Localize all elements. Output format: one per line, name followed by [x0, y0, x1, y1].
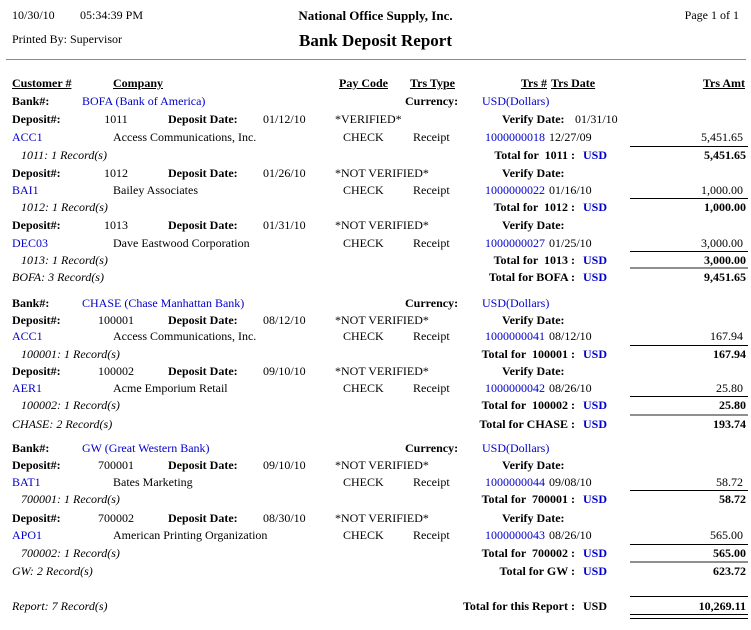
verify-status: *VERIFIED*: [335, 112, 402, 126]
deposit-header-row: [0, 313, 751, 329]
customer-code-link[interactable]: ACC1: [12, 329, 43, 343]
deposit-total-label: Total for 100001 :: [481, 347, 575, 361]
report-total-double-rule: [630, 614, 748, 619]
customer-company: Bates Marketing: [113, 475, 193, 489]
verify-status: *NOT VERIFIED*: [335, 313, 429, 327]
bank-record-count: BOFA: 3 Record(s): [12, 270, 104, 284]
customer-company: Acme Emporium Retail: [113, 381, 228, 395]
pay-code: CHECK: [343, 475, 384, 489]
customer-code-link[interactable]: APO1: [12, 528, 43, 542]
total-currency-code[interactable]: USD: [583, 546, 608, 560]
deposit-number: 1011: [104, 112, 128, 126]
trs-type: Receipt: [413, 130, 450, 144]
bank-total-rule: [630, 561, 748, 563]
transaction-row: [0, 475, 751, 491]
verify-status: *NOT VERIFIED*: [335, 218, 429, 232]
deposit-header-row: [0, 511, 751, 527]
bank-number-label: Bank#:: [12, 441, 50, 455]
col-trs-type: Trs Type: [410, 76, 456, 90]
verify-date-label: Verify Date:: [502, 166, 565, 180]
bank-total-amount: 193.74: [713, 417, 746, 431]
deposit-number-label: Deposit#:: [12, 166, 61, 180]
deposit-total-label: Total for 700002 :: [481, 546, 575, 560]
total-currency-code[interactable]: USD: [583, 270, 608, 284]
deposit-total-label: Total for 1013 :: [493, 253, 575, 267]
deposit-total-amount: 1,000.00: [704, 200, 746, 214]
transaction-row: [0, 183, 751, 199]
bank-record-count: CHASE: 2 Record(s): [12, 417, 113, 431]
deposit-date-label: Deposit Date:: [168, 364, 238, 378]
transaction-row: [0, 381, 751, 397]
deposit-number-label: Deposit#:: [12, 218, 61, 232]
trs-date: 12/27/09: [549, 130, 592, 144]
transaction-row: [0, 130, 751, 146]
deposit-total-amount: 25.80: [719, 398, 746, 412]
deposit-total-amount: 5,451.65: [704, 148, 746, 162]
deposit-number: 100001: [98, 313, 134, 327]
total-rule: [630, 146, 748, 147]
deposit-total-amount: 58.72: [719, 492, 746, 506]
deposit-date-label: Deposit Date:: [168, 166, 238, 180]
trs-number-link[interactable]: 1000000018: [485, 130, 545, 144]
customer-code-link[interactable]: DEC03: [12, 236, 48, 250]
transaction-row: [0, 329, 751, 345]
trs-date: 01/16/10: [549, 183, 592, 197]
deposit-number-label: Deposit#:: [12, 458, 61, 472]
pay-code: CHECK: [343, 528, 384, 542]
deposit-date: 08/12/10: [263, 313, 306, 327]
trs-number-link[interactable]: 1000000027: [485, 236, 545, 250]
bank-number-label: Bank#:: [12, 94, 50, 108]
printed-by: Printed By: Supervisor: [12, 32, 122, 46]
report-total-amount: 10,269.11: [698, 599, 746, 613]
report-total-label: Total for this Report :: [463, 599, 575, 613]
trs-amount: 3,000.00: [701, 236, 743, 250]
deposit-header-row: [0, 112, 751, 128]
column-header-row: [0, 76, 751, 92]
customer-code-link[interactable]: BAT1: [12, 475, 41, 489]
header-divider: [6, 59, 746, 60]
customer-code-link[interactable]: BAI1: [12, 183, 39, 197]
verify-status: *NOT VERIFIED*: [335, 166, 429, 180]
deposit-date: 09/10/10: [263, 458, 306, 472]
deposit-number: 700001: [98, 458, 134, 472]
verify-date-label: Verify Date:: [502, 458, 565, 472]
customer-code-link[interactable]: AER1: [12, 381, 42, 395]
total-currency-code[interactable]: USD: [583, 148, 608, 162]
bank-header-row: [0, 441, 751, 457]
currency-value-link[interactable]: USD(Dollars): [482, 94, 550, 108]
customer-company: American Printing Organization: [113, 528, 268, 542]
deposit-header-row: [0, 364, 751, 380]
trs-number-link[interactable]: 1000000043: [485, 528, 545, 542]
deposit-total-label: Total for 700001 :: [481, 492, 575, 506]
col-company: Company: [113, 76, 164, 90]
deposit-header-row: [0, 218, 751, 234]
bank-total-label: Total for BOFA :: [488, 270, 575, 284]
bank-record-count: GW: 2 Record(s): [12, 564, 93, 578]
verify-status: *NOT VERIFIED*: [335, 511, 429, 525]
trs-amount: 25.80: [716, 381, 743, 395]
transaction-row: [0, 236, 751, 252]
trs-amount: 5,451.65: [701, 130, 743, 144]
currency-label: Currency:: [405, 296, 459, 310]
trs-type: Receipt: [413, 236, 450, 250]
col-trs-amt: Trs Amt: [702, 76, 745, 90]
bank-total-rule: [630, 414, 748, 416]
customer-company: Dave Eastwood Corporation: [113, 236, 250, 250]
company-name: National Office Supply, Inc.: [298, 8, 453, 23]
total-rule: [630, 544, 748, 545]
currency-label: Currency:: [405, 441, 459, 455]
deposit-date: 08/30/10: [263, 511, 306, 525]
col-customer: Customer #: [12, 76, 72, 90]
verify-date-label: Verify Date:: [502, 218, 565, 232]
deposit-record-count: 1012: 1 Record(s): [21, 200, 108, 214]
trs-amount: 565.00: [710, 528, 743, 542]
customer-company: Access Communications, Inc.: [113, 130, 257, 144]
total-rule: [630, 251, 748, 252]
bank-header-row: [0, 296, 751, 312]
report-title: Bank Deposit Report: [298, 31, 452, 50]
bank-total-row: [0, 270, 751, 286]
deposit-date-label: Deposit Date:: [168, 313, 238, 327]
deposit-header-row: [0, 166, 751, 182]
deposit-total-row: [0, 200, 751, 216]
deposit-date: 01/26/10: [263, 166, 306, 180]
report-total-row: [0, 599, 751, 615]
total-rule: [630, 198, 748, 199]
bank-name-link[interactable]: BOFA (Bank of America): [82, 94, 206, 108]
total-currency-code[interactable]: USD: [583, 417, 608, 431]
deposit-total-row: [0, 492, 751, 508]
pay-code: CHECK: [343, 381, 384, 395]
deposit-number-label: Deposit#:: [12, 313, 61, 327]
total-currency-code[interactable]: USD: [583, 398, 608, 412]
trs-date: 01/25/10: [549, 236, 592, 250]
trs-type: Receipt: [413, 475, 450, 489]
deposit-number: 100002: [98, 364, 134, 378]
customer-company: Access Communications, Inc.: [113, 329, 257, 343]
deposit-total-row: [0, 546, 751, 562]
currency-value-link[interactable]: USD(Dollars): [482, 296, 550, 310]
deposit-date-label: Deposit Date:: [168, 112, 238, 126]
trs-amount: 1,000.00: [701, 183, 743, 197]
verify-date-label: Verify Date:: [502, 364, 565, 378]
bank-total-amount: 623.72: [713, 564, 746, 578]
customer-code-link[interactable]: ACC1: [12, 130, 43, 144]
deposit-number-label: Deposit#:: [12, 511, 61, 525]
deposit-date: 01/31/10: [263, 218, 306, 232]
trs-type: Receipt: [413, 528, 450, 542]
report-total-rule: [630, 596, 748, 597]
trs-type: Receipt: [413, 183, 450, 197]
bank-name-link[interactable]: GW (Great Western Bank): [82, 441, 210, 455]
deposit-total-row: [0, 398, 751, 414]
deposit-date: 01/12/10: [263, 112, 306, 126]
total-currency-code[interactable]: USD: [583, 564, 608, 578]
bank-total-rule: [630, 267, 748, 269]
total-currency-code[interactable]: USD: [583, 347, 608, 361]
verify-date-label: Verify Date:: [502, 511, 565, 525]
trs-amount: 167.94: [710, 329, 743, 343]
verify-date: 01/31/10: [575, 112, 618, 126]
total-rule: [630, 396, 748, 397]
total-currency-code[interactable]: USD: [583, 200, 608, 214]
report-total-currency-code: USD: [583, 599, 608, 613]
deposit-number: 1013: [104, 218, 128, 232]
currency-label: Currency:: [405, 94, 459, 108]
bank-total-row: [0, 417, 751, 433]
deposit-number-label: Deposit#:: [12, 112, 61, 126]
deposit-number: 1012: [104, 166, 128, 180]
bank-total-amount: 9,451.65: [704, 270, 746, 284]
deposit-record-count: 100002: 1 Record(s): [21, 398, 120, 412]
trs-amount: 58.72: [716, 475, 743, 489]
trs-date: 09/08/10: [549, 475, 592, 489]
total-currency-code[interactable]: USD: [583, 253, 608, 267]
deposit-total-amount: 565.00: [713, 546, 746, 560]
deposit-total-amount: 167.94: [713, 347, 746, 361]
transaction-row: [0, 528, 751, 544]
deposit-date-label: Deposit Date:: [168, 218, 238, 232]
deposit-number-label: Deposit#:: [12, 364, 61, 378]
deposit-date: 09/10/10: [263, 364, 306, 378]
currency-value-link[interactable]: USD(Dollars): [482, 441, 550, 455]
deposit-header-row: [0, 458, 751, 474]
trs-type: Receipt: [413, 381, 450, 395]
verify-status: *NOT VERIFIED*: [335, 364, 429, 378]
page-header-row: [0, 8, 751, 24]
trs-date: 08/26/10: [549, 381, 592, 395]
page-indicator: Page 1 of 1: [684, 8, 739, 22]
bank-total-label: Total for GW :: [499, 564, 575, 578]
col-pay-code: Pay Code: [339, 76, 388, 90]
deposit-total-row: [0, 148, 751, 164]
total-rule: [630, 345, 748, 346]
deposit-record-count: 100001: 1 Record(s): [21, 347, 120, 361]
pay-code: CHECK: [343, 183, 384, 197]
trs-number-link[interactable]: 1000000022: [485, 183, 545, 197]
trs-date: 08/12/10: [549, 329, 592, 343]
col-trs-date: Trs Date: [551, 76, 596, 90]
customer-company: Bailey Associates: [113, 183, 198, 197]
bank-total-row: [0, 564, 751, 580]
verify-status: *NOT VERIFIED*: [335, 458, 429, 472]
trs-date: 08/26/10: [549, 528, 592, 542]
report-time: 05:34:39 PM: [80, 8, 144, 22]
verify-date-label: Verify Date:: [502, 112, 565, 126]
deposit-number: 700002: [98, 511, 134, 525]
trs-number-link[interactable]: 1000000044: [485, 475, 545, 489]
deposit-total-label: Total for 100002 :: [481, 398, 575, 412]
deposit-record-count: 700002: 1 Record(s): [21, 546, 120, 560]
pay-code: CHECK: [343, 236, 384, 250]
deposit-record-count: 1011: 1 Record(s): [21, 148, 107, 162]
pay-code: CHECK: [343, 130, 384, 144]
trs-number-link[interactable]: 1000000042: [485, 381, 545, 395]
deposit-total-label: Total for 1011 :: [494, 148, 575, 162]
col-trs-num: Trs #: [520, 76, 547, 90]
report-record-count: Report: 7 Record(s): [12, 599, 108, 613]
deposit-total-amount: 3,000.00: [704, 253, 746, 267]
bank-name-link[interactable]: CHASE (Chase Manhattan Bank): [82, 296, 245, 310]
deposit-record-count: 700001: 1 Record(s): [21, 492, 120, 506]
trs-type: Receipt: [413, 329, 450, 343]
verify-date-label: Verify Date:: [502, 313, 565, 327]
bank-header-row: [0, 94, 751, 110]
pay-code: CHECK: [343, 329, 384, 343]
total-currency-code[interactable]: USD: [583, 492, 608, 506]
total-rule: [630, 490, 748, 491]
deposit-record-count: 1013: 1 Record(s): [21, 253, 108, 267]
bank-number-label: Bank#:: [12, 296, 50, 310]
trs-number-link[interactable]: 1000000041: [485, 329, 545, 343]
deposit-total-label: Total for 1012 :: [493, 200, 575, 214]
bank-total-label: Total for CHASE :: [479, 417, 575, 431]
report-date: 10/30/10: [12, 8, 55, 22]
deposit-total-row: [0, 347, 751, 363]
deposit-date-label: Deposit Date:: [168, 458, 238, 472]
deposit-date-label: Deposit Date:: [168, 511, 238, 525]
